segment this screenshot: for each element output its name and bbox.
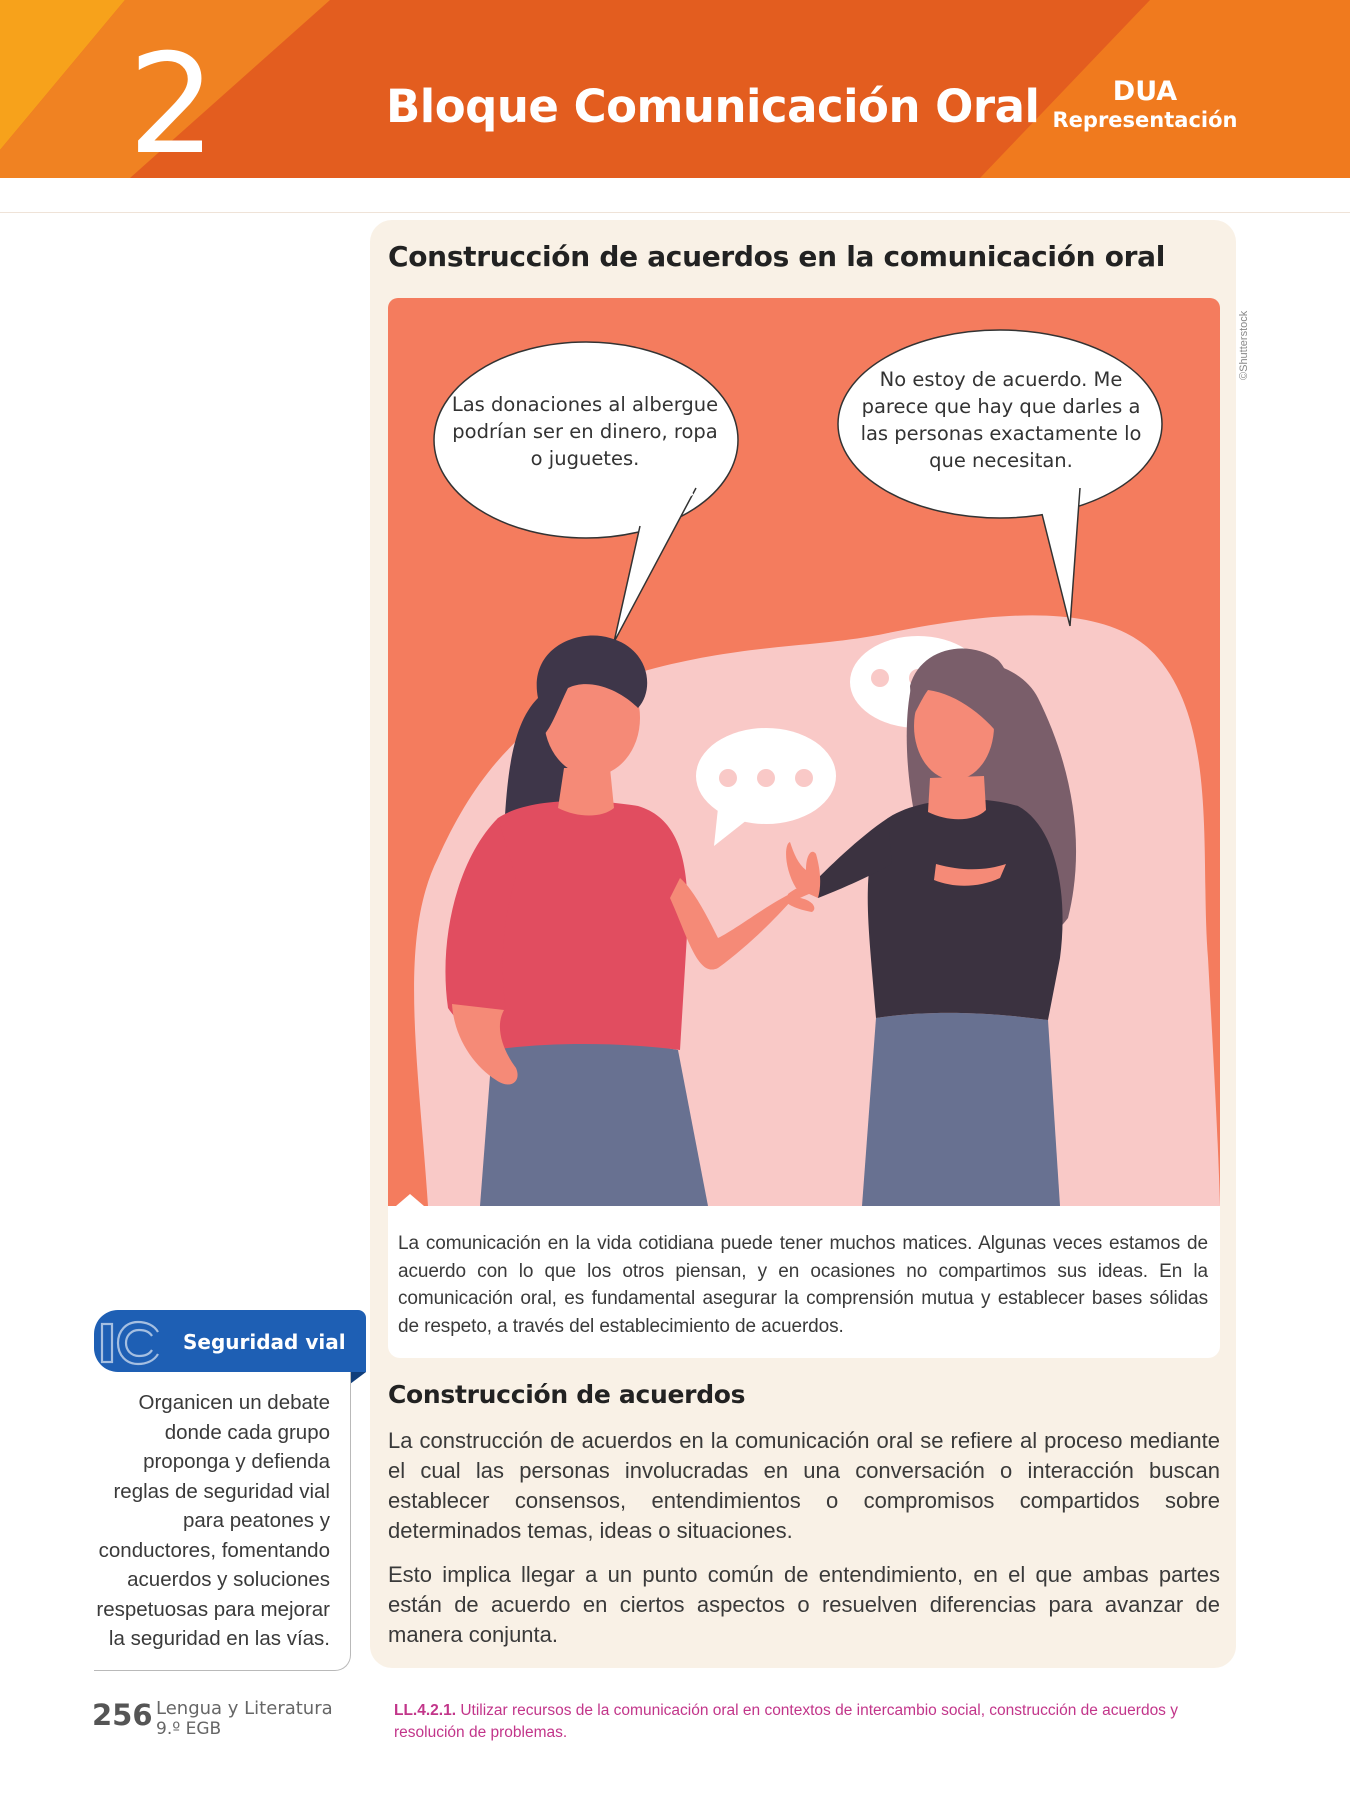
section-title: Construcción de acuerdos en la comunicación oral	[388, 240, 1166, 273]
image-credit-text: ©Shutterstock	[1238, 310, 1250, 380]
illustration-caption: La comunicación en la vida cotidiana puede tener muchos matices. Algunas veces estamos de acuerdo con lo que los otros piensan, y en ocasiones no compartimos sus ideas. En la comunicación oral, es fundamental asegurar la comprensión mutua y establecer bases sólidas de respeto, a través del establecimiento de acuerdos.	[398, 1233, 1208, 1337]
sidebar-title: Seguridad vial	[183, 1330, 346, 1354]
block-title: Bloque Comunicación Oral	[386, 80, 1040, 133]
speech-bubble-left: Las donaciones al albergue podrían ser en dinero, ropa o juguetes.	[451, 393, 719, 470]
skill-note	[394, 1700, 1234, 1744]
header-divider	[0, 212, 1350, 213]
grade-label: 9.º EGB	[156, 1719, 222, 1739]
body-paragraph: Esto implica llegar a un punto común de entendimiento, en el que ambas partes están de acuerdo en ciertos aspectos o resuelven diferencias para avanzar de manera conjunta.	[388, 1562, 1220, 1647]
tab-fold	[350, 1372, 366, 1384]
subject-label: Lengua y Literatura	[156, 1698, 333, 1719]
body-paragraph: La construcción de acuerdos en la comunicación oral se refiere al proceso mediante el cual las personas involucradas en una conversación o interacción buscan establecer consensos, entendimientos o compromisos compartidos sobre determinados temas, ideas o situaciones.	[388, 1428, 1220, 1543]
sidebar-text: Organicen un debate donde cada grupo proponga y defienda reglas de seguridad vial para peatones y conductores, fomentando acuerdos y soluciones respetuosas para mejorar la seguridad en las vías.	[96, 1391, 330, 1650]
skill-text: Utilizar recursos de la comunicación oral en contextos de intercambio social, construcción de acuerdos y resolución de problemas.	[394, 1702, 1178, 1741]
ic-logo-icon	[96, 1318, 168, 1368]
image-credit	[1238, 300, 1254, 380]
subsection-title: Construcción de acuerdos	[388, 1380, 746, 1409]
caption-notch	[396, 1194, 424, 1206]
unit-number: 2	[128, 24, 216, 185]
speech-bubble-right: No estoy de acuerdo. Me parece que hay que darles a las personas exactamente lo que necesitan.	[860, 368, 1142, 472]
skill-code: LL.4.2.1.	[394, 1702, 457, 1719]
dua-label: DUA	[1112, 76, 1178, 107]
dua-sublabel: Representación	[1052, 108, 1238, 132]
page-number: 256	[92, 1698, 153, 1732]
